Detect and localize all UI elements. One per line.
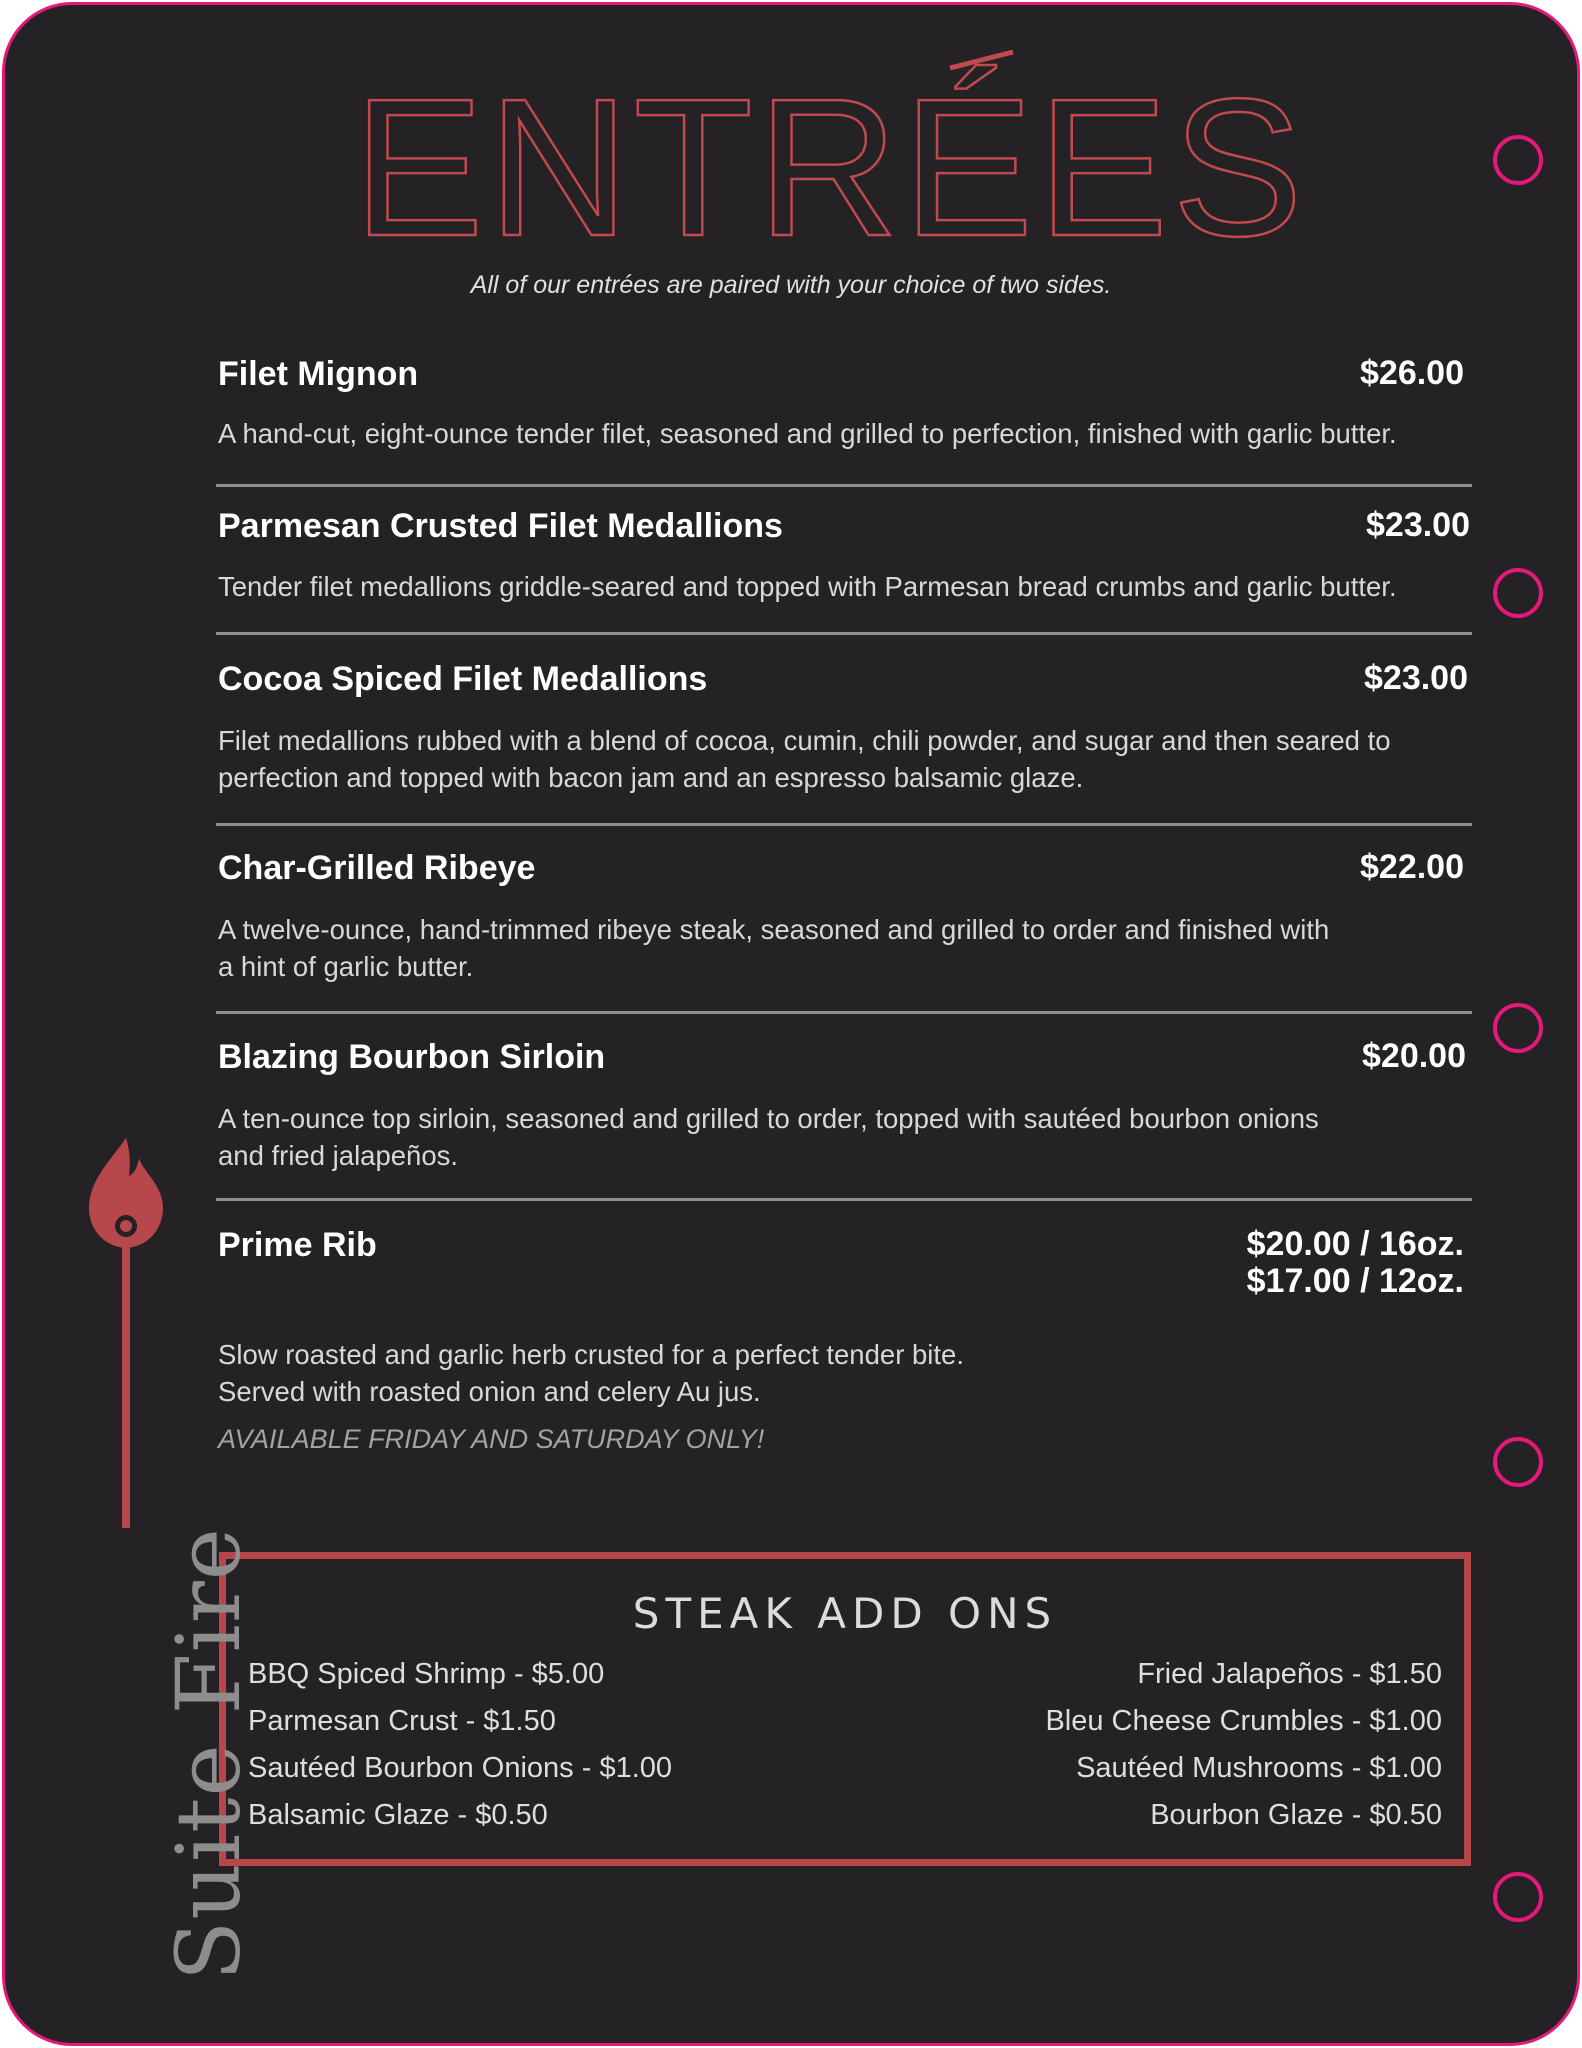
page-title	[353, 50, 1307, 277]
add-on-item: BBQ Spiced Shrimp - $5.00	[248, 1658, 605, 1690]
item-price: $20.00 / 16oz. $17.00 / 12oz.	[1246, 1225, 1464, 1300]
divider	[216, 1011, 1472, 1014]
item-price: $23.00	[1364, 659, 1468, 697]
item-price: $26.00	[1360, 354, 1464, 392]
item-name: Char-Grilled Ribeye	[218, 849, 536, 887]
binder-hole	[1493, 568, 1543, 618]
item-name: Cocoa Spiced Filet Medallions	[218, 660, 708, 698]
add-on-item: Balsamic Glaze - $0.50	[248, 1799, 548, 1831]
item-name: Parmesan Crusted Filet Medallions	[218, 507, 783, 545]
item-description: A ten-ounce top sirloin, seasoned and grilled to order, topped with sautéed bourbon onions and fried jalapeños.	[218, 1103, 1319, 1171]
add-on-item: Sautéed Mushrooms - $1.00	[1076, 1752, 1442, 1784]
divider	[216, 484, 1472, 487]
add-on-item: Sautéed Bourbon Onions - $1.00	[248, 1752, 673, 1784]
binder-hole	[1493, 135, 1543, 185]
add-ons-left-column	[248, 1651, 672, 1839]
item-description: A twelve-ounce, hand-trimmed ribeye steak, seasoned and grilled to order and finished with a hint of garlic butter.	[218, 914, 1330, 982]
add-on-item: Bourbon Glaze - $0.50	[1150, 1799, 1442, 1831]
add-ons-title: STEAK ADD ONS	[632, 1589, 1058, 1638]
divider	[216, 823, 1472, 826]
item-name: Blazing Bourbon Sirloin	[218, 1038, 606, 1076]
item-description: Slow roasted and garlic herb crusted for a perfect tender bite. Served with roasted onion and celery Au jus.	[218, 1339, 964, 1407]
menu-page	[2, 2, 1580, 2046]
divider	[216, 1198, 1472, 1201]
availability-note: AVAILABLE FRIDAY AND SATURDAY ONLY!	[218, 1424, 765, 1454]
binder-hole	[1493, 1872, 1543, 1922]
item-name: Prime Rib	[218, 1226, 377, 1264]
item-name: Filet Mignon	[218, 355, 419, 393]
add-on-item: Parmesan Crust - $1.50	[248, 1705, 556, 1737]
binder-hole	[1493, 1437, 1543, 1487]
add-on-item: Fried Jalapeños - $1.50	[1137, 1658, 1442, 1690]
subtitle: All of our entrées are paired with your choice of two sides.	[470, 271, 1112, 299]
item-description: A hand-cut, eight-ounce tender filet, seasoned and grilled to perfection, finished with garlic butter.	[218, 418, 1397, 449]
item-description: Tender filet medallions griddle-seared and topped with Parmesan bread crumbs and garlic butter.	[218, 571, 1397, 602]
binder-hole	[1493, 1003, 1543, 1053]
item-price: $20.00	[1362, 1037, 1466, 1075]
item-price: $23.00	[1366, 506, 1470, 544]
match-flame-icon	[81, 1130, 171, 1530]
add-ons-right-column	[1045, 1651, 1442, 1839]
title-text: ENTRÉES	[353, 58, 1307, 277]
item-price: $22.00	[1360, 848, 1464, 886]
divider	[216, 632, 1472, 635]
steak-add-ons-box	[219, 1552, 1471, 1866]
item-description: Filet medallions rubbed with a blend of cocoa, cumin, chili powder, and sugar and then seared to perfection and topped with bacon jam and an espresso balsamic glaze.	[218, 725, 1391, 793]
brand-name: Suite Fire	[157, 1527, 260, 1981]
add-on-item: Bleu Cheese Crumbles - $1.00	[1045, 1705, 1442, 1737]
